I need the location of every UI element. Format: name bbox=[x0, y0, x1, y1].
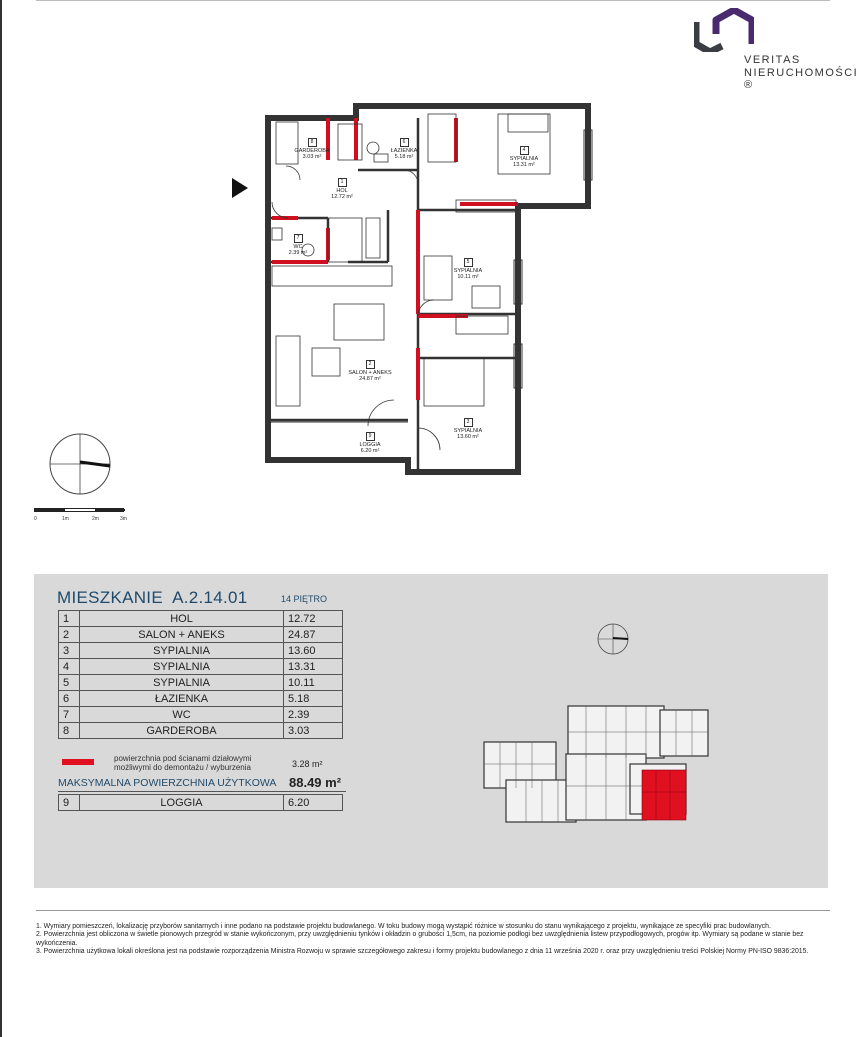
room-area: 5.18 bbox=[284, 691, 343, 707]
room-name: SYPIALNIA bbox=[80, 643, 284, 659]
max-area-label: MAKSYMALNA POWIERZCHNIA UŻYTKOWA bbox=[58, 777, 277, 789]
plan-label-num: 8 bbox=[308, 138, 317, 147]
plan-label-num: 3 bbox=[464, 418, 473, 427]
plan-label-5 bbox=[438, 258, 498, 280]
plan-label-area: 6.20 m² bbox=[360, 448, 380, 454]
room-name: GARDEROBA bbox=[80, 723, 284, 739]
plan-label-area: 13.31 m² bbox=[513, 162, 535, 168]
plan-label-name: SYPIALNIA bbox=[453, 428, 483, 434]
plan-label-6 bbox=[374, 138, 434, 160]
plan-label-name: SALON + ANEKS bbox=[348, 370, 392, 376]
floor-plan bbox=[228, 100, 608, 480]
plan-label-area: 24.87 m² bbox=[359, 376, 381, 382]
max-area-value: 88.49 m² bbox=[289, 775, 342, 790]
table-row bbox=[59, 691, 343, 707]
table-row bbox=[59, 611, 343, 627]
plan-label-area: 5.18 m² bbox=[394, 154, 414, 160]
logo-line-1: VERITAS bbox=[744, 54, 801, 66]
legend-value: 3.28 m² bbox=[292, 759, 323, 769]
scale-bar bbox=[34, 508, 134, 526]
plan-label-9 bbox=[340, 432, 400, 454]
highlighted-apartment bbox=[642, 770, 686, 820]
plan-label-num: 7 bbox=[294, 234, 303, 243]
plan-label-7 bbox=[268, 234, 328, 256]
room-num: 4 bbox=[59, 659, 80, 675]
room-num: 1 bbox=[59, 611, 80, 627]
room-area: 3.03 bbox=[284, 723, 343, 739]
plan-label-area: 2.39 m² bbox=[288, 250, 308, 256]
legend-text: powierzchnia pod ścianami działowymi możliwymi do demontażu / wyburzenia bbox=[114, 754, 252, 772]
table-row bbox=[59, 627, 343, 643]
scale-label: 0 bbox=[34, 516, 37, 522]
footer-notes bbox=[36, 923, 826, 957]
plan-label-num: 5 bbox=[464, 258, 473, 267]
room-area: 12.72 bbox=[284, 611, 343, 627]
plan-label-1 bbox=[312, 178, 372, 200]
scale-bar-graphic bbox=[34, 508, 124, 512]
note-2: 2. Powierzchnia jest obliczona w świetle pionowych przegród w stanie wykończonym, przy uwzględnieniu tynków i okładzin o grubości 1,5cm, na poziomie podłogi bez uwzględnienia listew przypodłogowych, progów itp. Wymiary są podane w stanie bez wykończenia. bbox=[36, 931, 804, 947]
plan-label-name: GARDEROBA bbox=[294, 148, 330, 154]
room-name: ŁAZIENKA bbox=[80, 691, 284, 707]
room-area: 10.11 bbox=[284, 675, 343, 691]
room-num: 5 bbox=[59, 675, 80, 691]
scale-label: 1m bbox=[62, 516, 69, 522]
table-row bbox=[59, 675, 343, 691]
scale-label: 2m bbox=[92, 516, 99, 522]
plan-label-name: LOGGIA bbox=[359, 442, 381, 448]
room-area: 13.31 bbox=[284, 659, 343, 675]
room-num: 8 bbox=[59, 723, 80, 739]
room-area: 13.60 bbox=[284, 643, 343, 659]
room-area: 24.87 bbox=[284, 627, 343, 643]
plan-label-8 bbox=[282, 138, 342, 160]
room-num: 2 bbox=[59, 627, 80, 643]
building-key-plan bbox=[480, 702, 720, 827]
room-name: SYPIALNIA bbox=[80, 659, 284, 675]
plan-label-area: 3.03 m² bbox=[302, 154, 322, 160]
loggia-name: LOGGIA bbox=[80, 795, 284, 811]
loggia-table bbox=[58, 794, 343, 811]
plan-label-name: HOL bbox=[336, 188, 348, 194]
note-1: 1. Wymiary pomieszczeń, lokalizację przyborów sanitarnych i inne podano na podstawie projektu budowlanego. W toku budowy mogą wystąpić różnice w stosunku do stanu wynikającego z projektu, wynikające ze specyfiki prac budowlanych. bbox=[36, 923, 771, 930]
plan-label-2 bbox=[340, 360, 400, 382]
scale-label: 3m bbox=[120, 516, 127, 522]
plan-label-4 bbox=[494, 146, 554, 168]
loggia-num: 9 bbox=[59, 795, 80, 811]
loggia-area: 6.20 bbox=[284, 795, 343, 811]
legend-swatch bbox=[62, 759, 94, 765]
plan-label-num: 4 bbox=[520, 146, 529, 155]
max-area-divider bbox=[58, 791, 346, 792]
veritas-logo bbox=[694, 8, 859, 98]
room-name: SALON + ANEKS bbox=[80, 627, 284, 643]
compass-icon bbox=[48, 432, 112, 496]
table-row bbox=[59, 643, 343, 659]
table-row bbox=[59, 795, 343, 811]
plan-label-num: 2 bbox=[366, 360, 375, 369]
legend-removable-walls bbox=[60, 754, 370, 776]
plan-label-num: 1 bbox=[338, 178, 347, 187]
plan-label-area: 13.60 m² bbox=[457, 434, 479, 440]
table-row bbox=[59, 723, 343, 739]
plan-label-num: 9 bbox=[366, 432, 375, 441]
plan-label-area: 10.11 m² bbox=[457, 274, 479, 280]
plan-label-name: ŁAZIENKA bbox=[390, 148, 418, 154]
apartment-floor: 14 PIĘTRO bbox=[281, 594, 328, 604]
footer-divider bbox=[36, 910, 830, 911]
room-num: 7 bbox=[59, 707, 80, 723]
room-num: 3 bbox=[59, 643, 80, 659]
plan-label-name: WC bbox=[293, 244, 303, 250]
plan-label-name: SYPIALNIA bbox=[453, 268, 483, 274]
room-name: HOL bbox=[80, 611, 284, 627]
plan-label-area: 12.72 m² bbox=[331, 194, 353, 200]
table-row bbox=[59, 659, 343, 675]
table-row bbox=[59, 707, 343, 723]
veritas-logo-mark bbox=[694, 8, 754, 52]
logo-line-2: NIERUCHOMOŚCI ® bbox=[744, 67, 859, 91]
room-area: 2.39 bbox=[284, 707, 343, 723]
rooms-table bbox=[58, 610, 343, 739]
note-3: 3. Powierzchnia użytkowa lokali określona jest na podstawie rozporządzenia Ministra Rozwoju w sprawie szczegółowego zakresu i formy projektu budowlanego z dnia 11 września 2020 r. oraz przy uwzględnieniu treści Polskiej Normy PN-ISO 9836:2015. bbox=[36, 948, 809, 956]
room-name: WC bbox=[80, 707, 284, 723]
plan-label-name: SYPIALNIA bbox=[509, 156, 539, 162]
plan-label-3 bbox=[438, 418, 498, 440]
plan-label-num: 6 bbox=[400, 138, 409, 147]
top-rule bbox=[36, 0, 830, 1]
room-name: SYPIALNIA bbox=[80, 675, 284, 691]
apartment-title: MIESZKANIE A.2.14.01 bbox=[57, 588, 248, 607]
left-border bbox=[0, 0, 2, 1037]
compass-small-icon bbox=[596, 622, 630, 656]
apartment-info-panel bbox=[34, 574, 828, 888]
room-num: 6 bbox=[59, 691, 80, 707]
